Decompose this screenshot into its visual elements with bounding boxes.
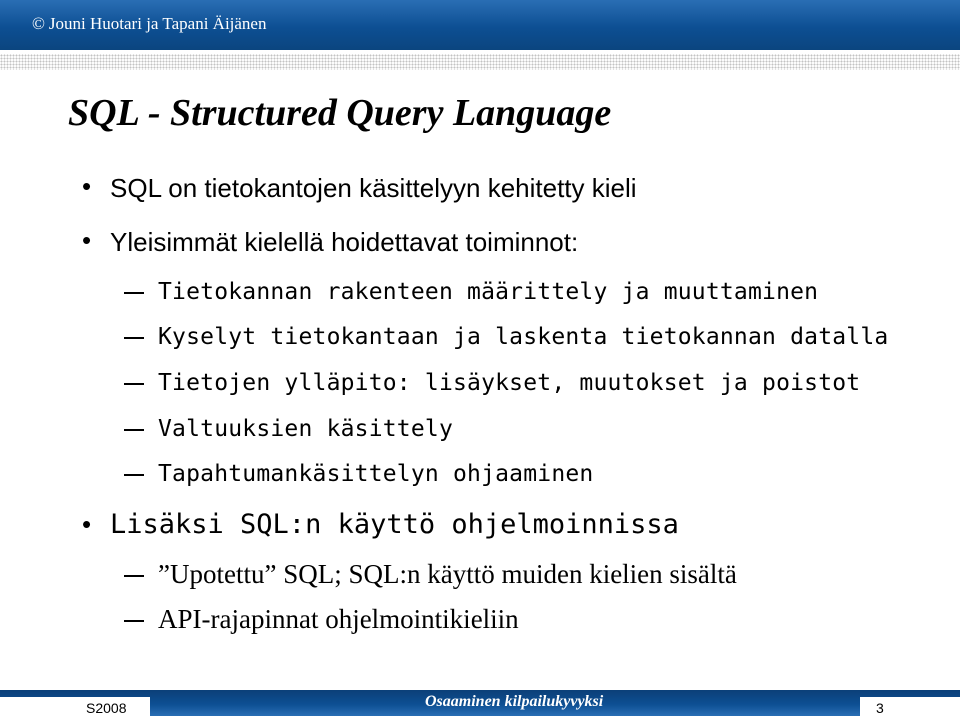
footer-slogan: Osaaminen kilpailukyvyksi xyxy=(425,693,604,710)
bullet-marker: • xyxy=(82,509,92,539)
sub-bullet-dash xyxy=(124,575,144,577)
footer-page-background xyxy=(860,697,960,716)
sub-bullet-dash xyxy=(124,429,144,431)
slide-title: SQL - Structured Query Language xyxy=(68,92,612,134)
bullet-item: Lisäksi SQL:n käyttö ohjelmoinnissa xyxy=(110,509,679,540)
sub-bullet-item: Tapahtumankäsittelyn ohjaaminen xyxy=(158,461,594,487)
sub-bullet-item: Tietojen ylläpito: lisäykset, muutokset ja poistot xyxy=(158,370,861,396)
copyright-symbol: © xyxy=(32,14,45,33)
sub-bullet-dash xyxy=(124,474,144,476)
bullet-item: SQL on tietokantojen käsittelyyn kehitetty kieli xyxy=(110,173,637,203)
sub-bullet-dash xyxy=(124,620,144,622)
sub-bullet-item: Kyselyt tietokantaan ja laskenta tietokannan datalla xyxy=(158,324,889,350)
sub-bullet-item: Valtuuksien käsittely xyxy=(158,416,453,442)
copyright-text: Jouni Huotari ja Tapani Äijänen xyxy=(48,14,267,33)
sub-bullet-item: API-rajapinnat ohjelmointikieliin xyxy=(158,604,519,634)
footer-course-code: S2008 xyxy=(86,700,127,716)
decorative-dotted-strip xyxy=(0,54,960,70)
sub-bullet-item: Tietokannan rakenteen määrittely ja muuttaminen xyxy=(158,279,819,305)
footer-label-background xyxy=(0,697,150,716)
page-number: 3 xyxy=(876,700,884,716)
bullet-marker: • xyxy=(82,225,92,255)
sub-bullet-item: ”Upotettu” SQL; SQL:n käyttö muiden kielien sisältä xyxy=(158,559,737,589)
header-bar xyxy=(0,0,960,50)
sub-bullet-dash xyxy=(124,292,144,294)
sub-bullet-dash xyxy=(124,337,144,339)
sub-bullet-dash xyxy=(124,383,144,385)
copyright-notice xyxy=(32,13,266,35)
bullet-item: Yleisimmät kielellä hoidettavat toiminnot: xyxy=(110,227,579,257)
bullet-marker: • xyxy=(82,171,92,201)
